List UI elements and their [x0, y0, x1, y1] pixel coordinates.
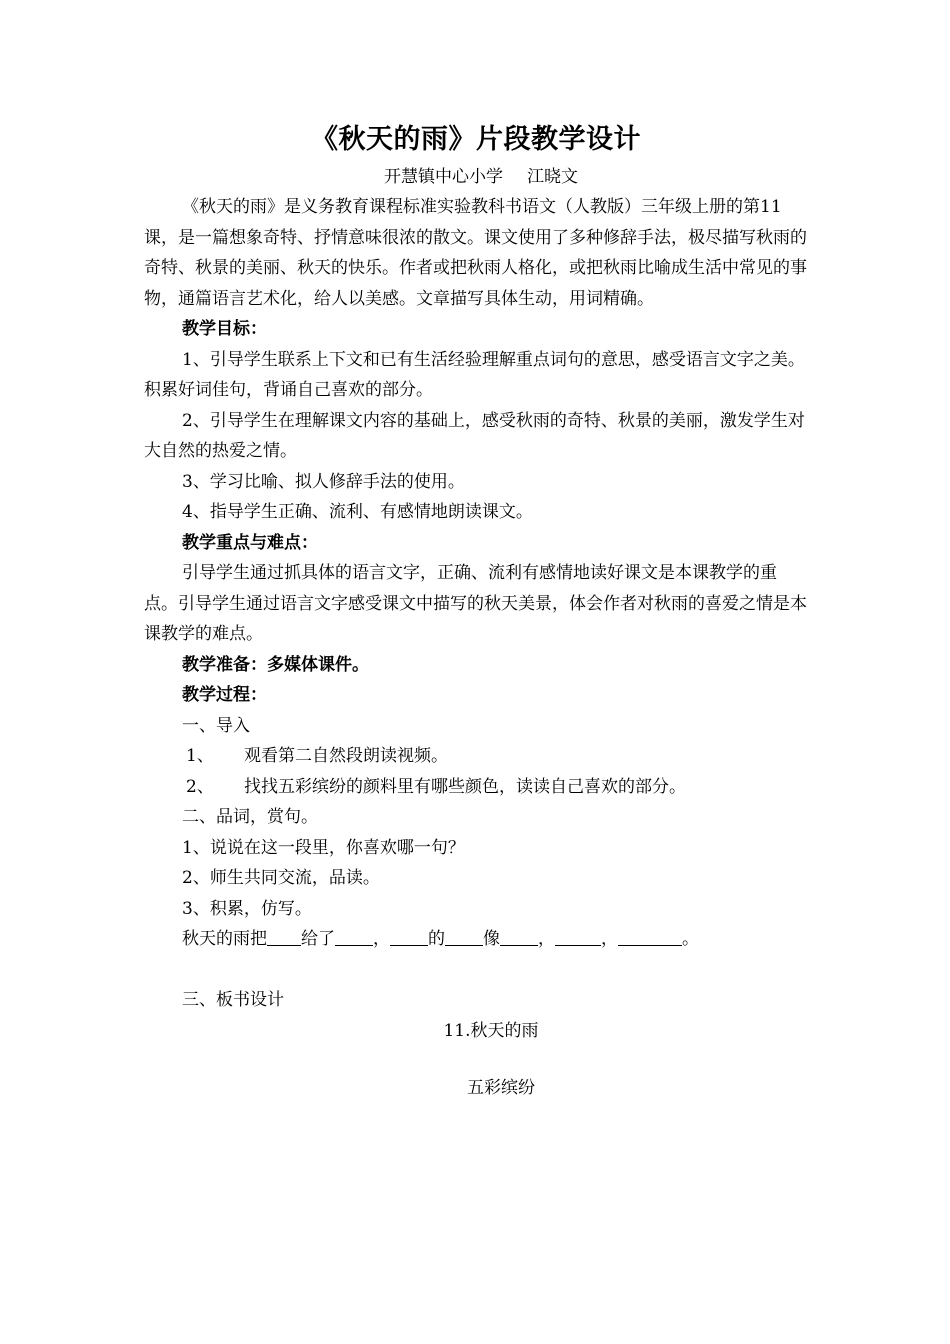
fill-text: ，	[601, 929, 618, 949]
appreciate-step: 2、师生共同交流，品读。	[182, 868, 380, 888]
fill-text: ，	[373, 929, 390, 949]
fill-blank	[555, 927, 601, 946]
fill-blank	[335, 927, 373, 946]
author-school: 开慧镇中心小学	[384, 167, 503, 187]
intro-step-number: 1、	[186, 746, 214, 766]
author-line	[144, 162, 808, 192]
key-points-text: 引导学生通过抓具体的语言文字，正确、流利有感情地读好课文是本课教学的重点。引导学生通过语言文字感受课文中描写的秋天美景，体会作者对秋雨的喜爱之情是本课教学的难点。	[144, 563, 807, 644]
fill-text: 。	[682, 929, 699, 949]
fill-in-sentence	[144, 924, 808, 955]
fill-blank	[445, 927, 483, 946]
fill-text: ，	[538, 929, 555, 949]
section-appreciate-heading: 二、品词，赏句。	[182, 807, 318, 827]
fill-text: 秋天的雨把	[182, 929, 267, 949]
goal-item: 4、指导学生正确、流利、有感情地朗读课文。	[182, 502, 533, 522]
section-board-heading: 三、板书设计	[182, 990, 284, 1010]
intro-step	[144, 772, 808, 803]
fill-blank	[500, 927, 538, 946]
goal-item: 1、引导学生联系上下文和已有生活经验理解重点词句的意思，感受语言文字之美。积累好词佳句，背诵自己喜欢的部分。	[144, 349, 805, 400]
document-body	[144, 118, 808, 1104]
fill-text: 给了	[301, 929, 335, 949]
board-subtitle: 五彩缤纷	[467, 1078, 535, 1098]
appreciate-step: 1、说说在这一段里，你喜欢哪一句？	[182, 837, 465, 858]
goal-item: 2、引导学生在理解课文内容的基础上，感受秋雨的奇特、秋景的美丽，激发学生对大自然的热爱之情。	[144, 410, 805, 461]
document-title: 《秋天的雨》片段教学设计	[311, 124, 641, 155]
fill-text: 像	[483, 929, 500, 949]
key-points-heading: 教学重点与难点：	[182, 532, 318, 553]
intro-paragraph: 《秋天的雨》是义务教育课程标准实验教科书语文（人教版）三年级上册的第11课，是一篇想象奇特、抒情意味很浓的散文。课文使用了多种修辞手法，极尽描写秋雨的奇特、秋景的美丽、秋天的快乐。作者或把秋雨人格化，或把秋雨比喻成生活中常见的事物，通篇语言艺术化，给人以美感。文章描写具体生动，用词精确。	[144, 197, 807, 309]
board-title: 11.秋天的雨	[443, 1020, 539, 1041]
goals-heading: 教学目标：	[182, 319, 267, 339]
author-name: 江晓文	[527, 167, 578, 187]
fill-blank	[618, 927, 682, 946]
goal-item: 3、学习比喻、拟人修辞手法的使用。	[182, 471, 465, 492]
intro-step-text: 找找五彩缤纷的颜料里有哪些颜色，读读自己喜欢的部分。	[244, 776, 686, 797]
fill-blank	[267, 927, 301, 946]
preparation-line: 教学准备：多媒体课件。	[182, 654, 369, 675]
fill-blank	[390, 927, 428, 946]
intro-step-text: 观看第二自然段朗读视频。	[244, 746, 448, 766]
section-intro-heading: 一、导入	[182, 715, 250, 736]
intro-step-number: 2、	[186, 776, 214, 797]
spacer	[144, 955, 808, 986]
fill-text: 的	[428, 929, 445, 949]
appreciate-step: 3、积累，仿写。	[182, 898, 312, 919]
intro-step	[144, 741, 808, 772]
process-heading: 教学过程：	[182, 685, 267, 705]
